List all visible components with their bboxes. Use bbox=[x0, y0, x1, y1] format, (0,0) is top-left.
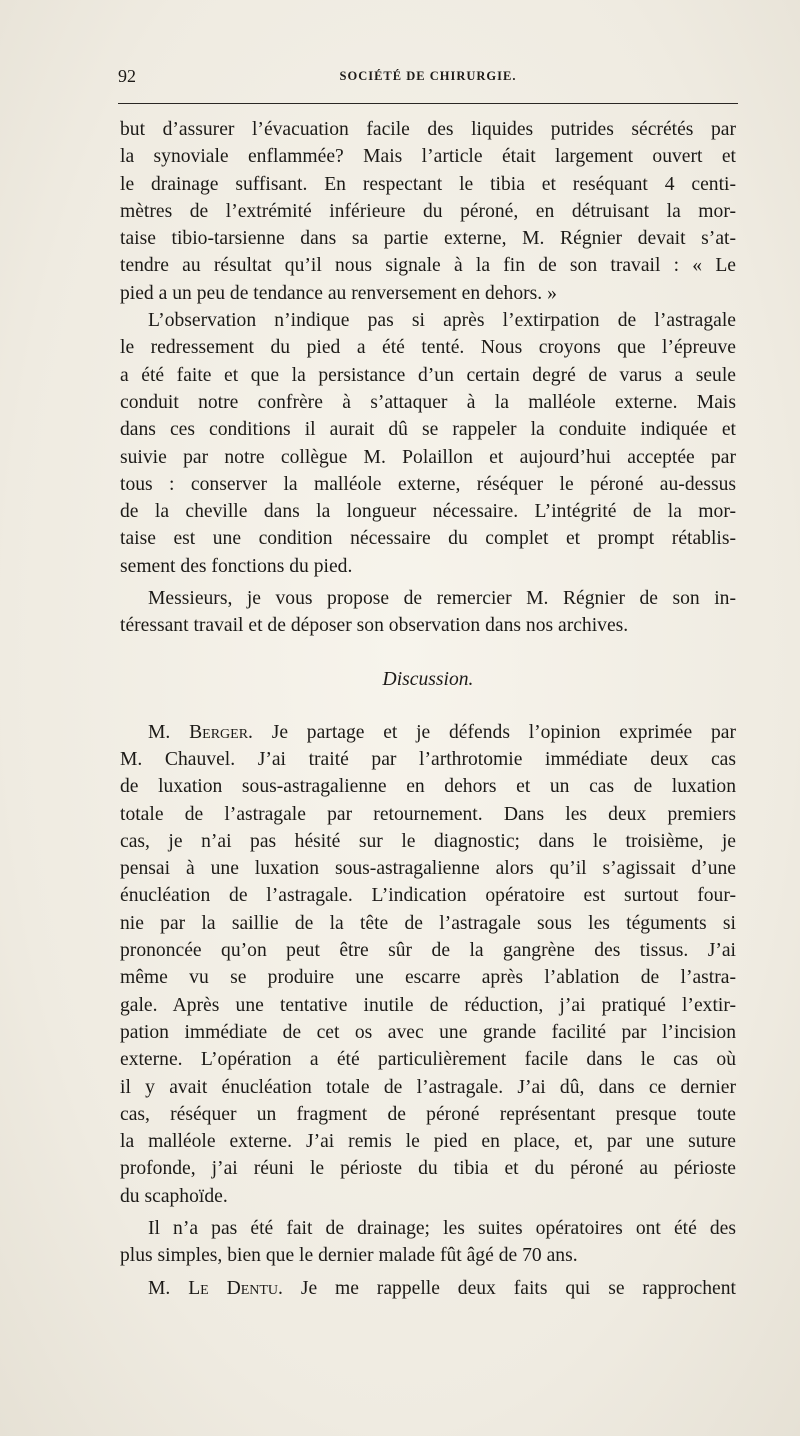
speech-start: Je partage et je défends l’opinion exprimée par bbox=[252, 721, 736, 743]
paragraph-1 bbox=[120, 116, 736, 307]
page-number: 92 bbox=[118, 66, 136, 86]
text-line: Messieurs, je vous propose de remercier M. Régnier de son in- bbox=[148, 588, 736, 610]
text-line: taise tibio-tarsienne dans sa partie externe, M. Régnier devait s’at- bbox=[120, 228, 736, 250]
header-rule bbox=[118, 103, 738, 104]
text-line: conduit notre confrère à s’attaquer à la malléole externe. Mais bbox=[120, 391, 736, 413]
paragraph-2 bbox=[120, 307, 736, 580]
speaker-prefix: M. bbox=[148, 721, 190, 743]
text-line: Il n’a pas été fait de drainage; les suites opératoires ont été des bbox=[148, 1217, 736, 1239]
text-line: il y avait énucléation totale de l’astragale. J’ai dû, dans ce dernier bbox=[120, 1076, 736, 1098]
text-line: de luxation sous-astragalienne en dehors et un cas de luxation bbox=[120, 776, 736, 798]
running-title: SOCIÉTÉ DE CHIRURGIE. bbox=[339, 69, 517, 83]
section-heading: Discussion. bbox=[382, 668, 474, 690]
text-line: énucléation de l’astragale. L’indication opératoire est surtout four- bbox=[120, 885, 736, 907]
text-line bbox=[120, 1275, 736, 1302]
text-line: la malléole externe. J’ai remis le pied en place, et, par une suture bbox=[120, 1131, 736, 1153]
text-line: du scaphoïde. bbox=[120, 1185, 228, 1207]
speaker-name: Le Dentu. bbox=[188, 1277, 283, 1299]
text-line: pensai à une luxation sous-astragalienne alors qu’il s’agissait d’une bbox=[120, 858, 736, 880]
text-line: la synoviale enflammée? Mais l’article était largement ouvert et bbox=[120, 146, 736, 168]
text-line: suivie par notre collègue M. Polaillon et aujourd’hui acceptée par bbox=[120, 446, 736, 468]
speech-start: Je me rappelle deux faits qui se rapprochent bbox=[282, 1277, 736, 1299]
paragraph-5 bbox=[120, 1215, 736, 1270]
speaker-name: Berger. bbox=[189, 721, 253, 743]
text-line: nie par la saillie de la tête de l’astragale sous les téguments si bbox=[120, 912, 736, 934]
text-line: même vu se produire une escarre après l’ablation de l’astra- bbox=[120, 967, 736, 989]
text-line: pied a un peu de tendance au renversement en dehors. » bbox=[120, 282, 557, 304]
text-line: externe. L’opération a été particulièrement facile dans le cas où bbox=[120, 1049, 736, 1071]
text-line: totale de l’astragale par retournement. Dans les deux premiers bbox=[120, 803, 736, 825]
text-line: le redressement du pied a été tenté. Nous croyons que l’épreuve bbox=[120, 337, 736, 359]
text-line: tous : conserver la malléole externe, réséquer le péroné au-dessus bbox=[120, 473, 736, 495]
text-line: cas, je n’ai pas hésité sur le diagnostic; dans le troisième, je bbox=[120, 830, 736, 852]
text-line: profonde, j’ai réuni le périoste du tibia et du péroné au périoste bbox=[120, 1158, 736, 1180]
text-line: dans ces conditions il aurait dû se rappeler la conduite indiquée et bbox=[120, 419, 736, 441]
text-line bbox=[120, 719, 736, 746]
text-line: cas, réséquer un fragment de péroné représentant presque toute bbox=[120, 1103, 736, 1125]
text-line: sement des fonctions du pied. bbox=[120, 555, 353, 577]
paragraph-3 bbox=[120, 585, 736, 640]
text-line: tendre au résultat qu’il nous signale à la fin de son travail : « Le bbox=[120, 255, 736, 277]
text-line: le drainage suffisant. En respectant le tibia et reséquant 4 centi- bbox=[120, 173, 736, 195]
text-line: téressant travail et de déposer son observation dans nos archives. bbox=[120, 615, 629, 637]
text-line: prononcée qu’on peut être sûr de la gangrène des tissus. J’ai bbox=[120, 940, 736, 962]
text-line: M. Chauvel. J’ai traité par l’arthrotomie immédiate deux cas bbox=[120, 748, 736, 770]
speaker-prefix: M. bbox=[148, 1277, 189, 1299]
text-line: pation immédiate de cet os avec une grande facilité par l’incision bbox=[120, 1021, 736, 1043]
text-line: de la cheville dans la longueur nécessaire. L’intégrité de la mor- bbox=[120, 501, 736, 523]
body-text bbox=[120, 116, 736, 1302]
text-line: gale. Après une tentative inutile de réduction, j’ai pratiqué l’extir- bbox=[120, 994, 736, 1016]
text-line: taise est une condition nécessaire du complet et prompt rétablis- bbox=[120, 528, 736, 550]
page-header bbox=[118, 62, 738, 92]
paragraph-6 bbox=[120, 1275, 736, 1302]
text-line: a été faite et que la persistance d’un certain degré de varus a seule bbox=[120, 364, 736, 386]
text-line: mètres de l’extrémité inférieure du péroné, en détruisant la mor- bbox=[120, 200, 736, 222]
text-line: L’observation n’indique pas si après l’extirpation de l’astragale bbox=[148, 310, 736, 332]
text-line: but d’assurer l’évacuation facile des liquides putrides sécrétés par bbox=[120, 119, 736, 140]
paragraph-4 bbox=[120, 719, 736, 1210]
text-line: plus simples, bien que le dernier malade fût âgé de 70 ans. bbox=[120, 1245, 578, 1267]
